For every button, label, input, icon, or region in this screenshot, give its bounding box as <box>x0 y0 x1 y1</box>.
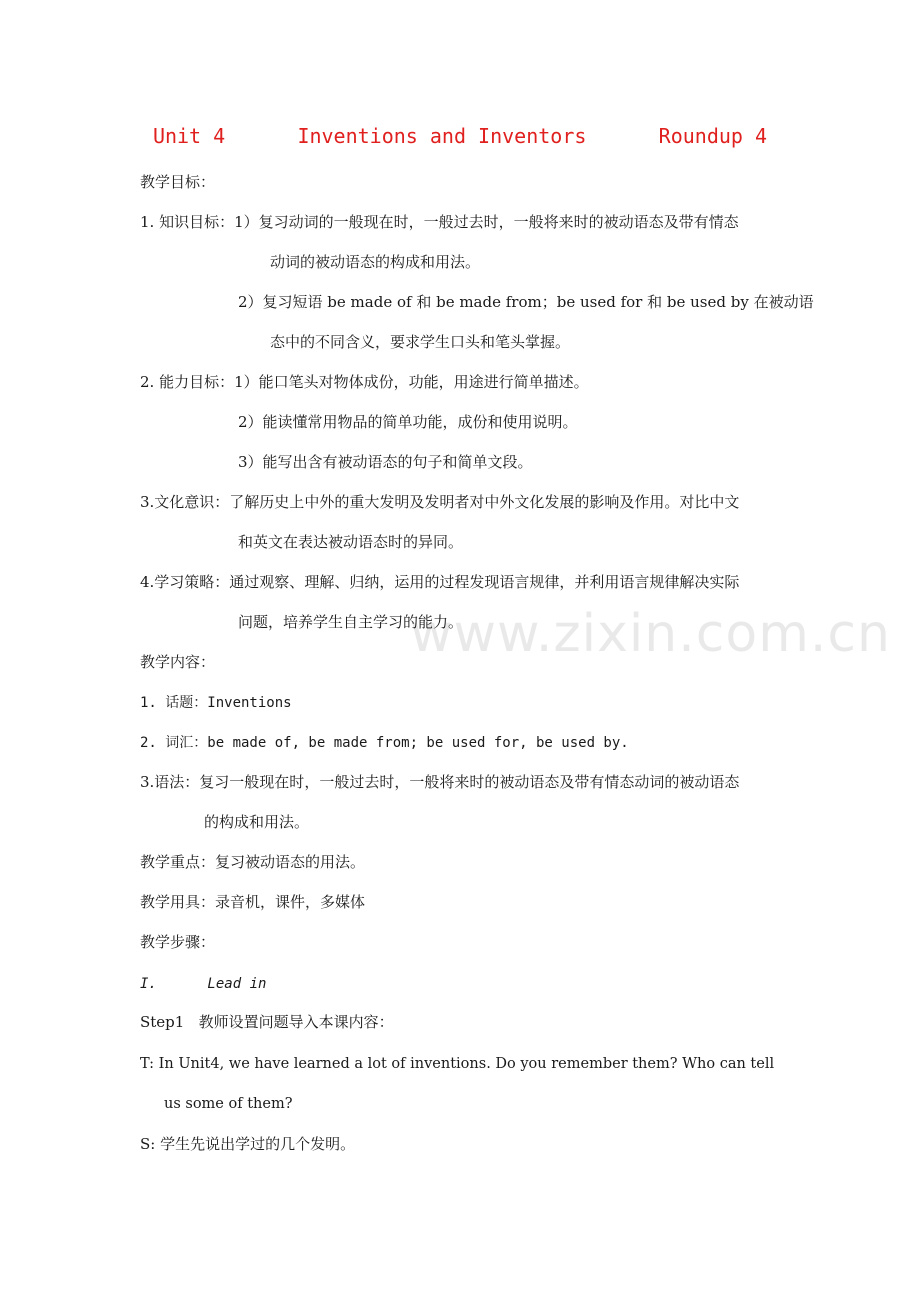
objective-strategy-cont: 问题，培养学生自主学习的能力。 <box>238 613 464 631</box>
teaching-aids: 教学用具：录音机，课件，多媒体 <box>140 893 366 911</box>
title-name: Inventions and Inventors <box>297 124 587 148</box>
objective-ability-2: 2）能读懂常用物品的简单功能，成份和使用说明。 <box>238 413 578 431</box>
content-topic: 1. 话题：Inventions <box>140 695 292 711</box>
title-unit: Unit 4 <box>152 124 226 148</box>
objective-culture-cont: 和英文在表达被动语态时的异同。 <box>238 533 464 551</box>
watermark: www.zixin.com.cn <box>410 604 891 664</box>
heading-content: 教学内容： <box>140 653 216 671</box>
key-points: 教学重点：复习被动语态的用法。 <box>140 853 366 871</box>
objective-knowledge-2: 2）复习短语 be made of 和 be made from；be used for 和 be used by 在被动语 <box>238 293 814 311</box>
objective-ability-3: 3）能写出含有被动语态的句子和简单文段。 <box>238 453 533 471</box>
title-section: Roundup 4 <box>658 124 768 148</box>
content-grammar-cont: 的构成和用法。 <box>204 813 310 831</box>
objective-knowledge-cont: 动词的被动语态的构成和用法。 <box>270 253 481 271</box>
heading-steps: 教学步骤： <box>140 933 216 951</box>
heading-objectives: 教学目标： <box>140 173 216 191</box>
step1: Step1 教师设置问题导入本课内容： <box>140 1013 394 1031</box>
student-answer: S: 学生先说出学过的几个发明。 <box>140 1135 356 1153</box>
objective-culture: 3.文化意识：了解历史上中外的重大发明及发明者对中外文化发展的影响及作用。对比中文 <box>140 493 740 511</box>
objective-knowledge: 1. 知识目标：1）复习动词的一般现在时，一般过去时，一般将来时的被动语态及带有情态 <box>140 213 739 231</box>
content-grammar: 3.语法：复习一般现在时，一般过去时，一般将来时的被动语态及带有情态动词的被动语态 <box>140 773 740 791</box>
teacher-question: T: In Unit4, we have learned a lot of inventions. Do you remember them? Who can tell <box>140 1056 775 1072</box>
objective-ability: 2. 能力目标：1）能口笔头对物体成份，功能，用途进行简单描述。 <box>140 373 589 391</box>
content-vocabulary: 2. 词汇：be made of, be made from; be used for, be used by. <box>140 735 629 751</box>
objective-strategy: 4.学习策略：通过观察、理解、归纳，运用的过程发现语言规律，并利用语言规律解决实际 <box>140 573 740 591</box>
document-title <box>0 124 920 148</box>
teacher-question-cont: us some of them? <box>164 1096 293 1112</box>
objective-knowledge-2-cont: 态中的不同含义，要求学生口头和笔头掌握。 <box>270 333 571 351</box>
step-lead-in: I. Lead in <box>140 976 267 992</box>
